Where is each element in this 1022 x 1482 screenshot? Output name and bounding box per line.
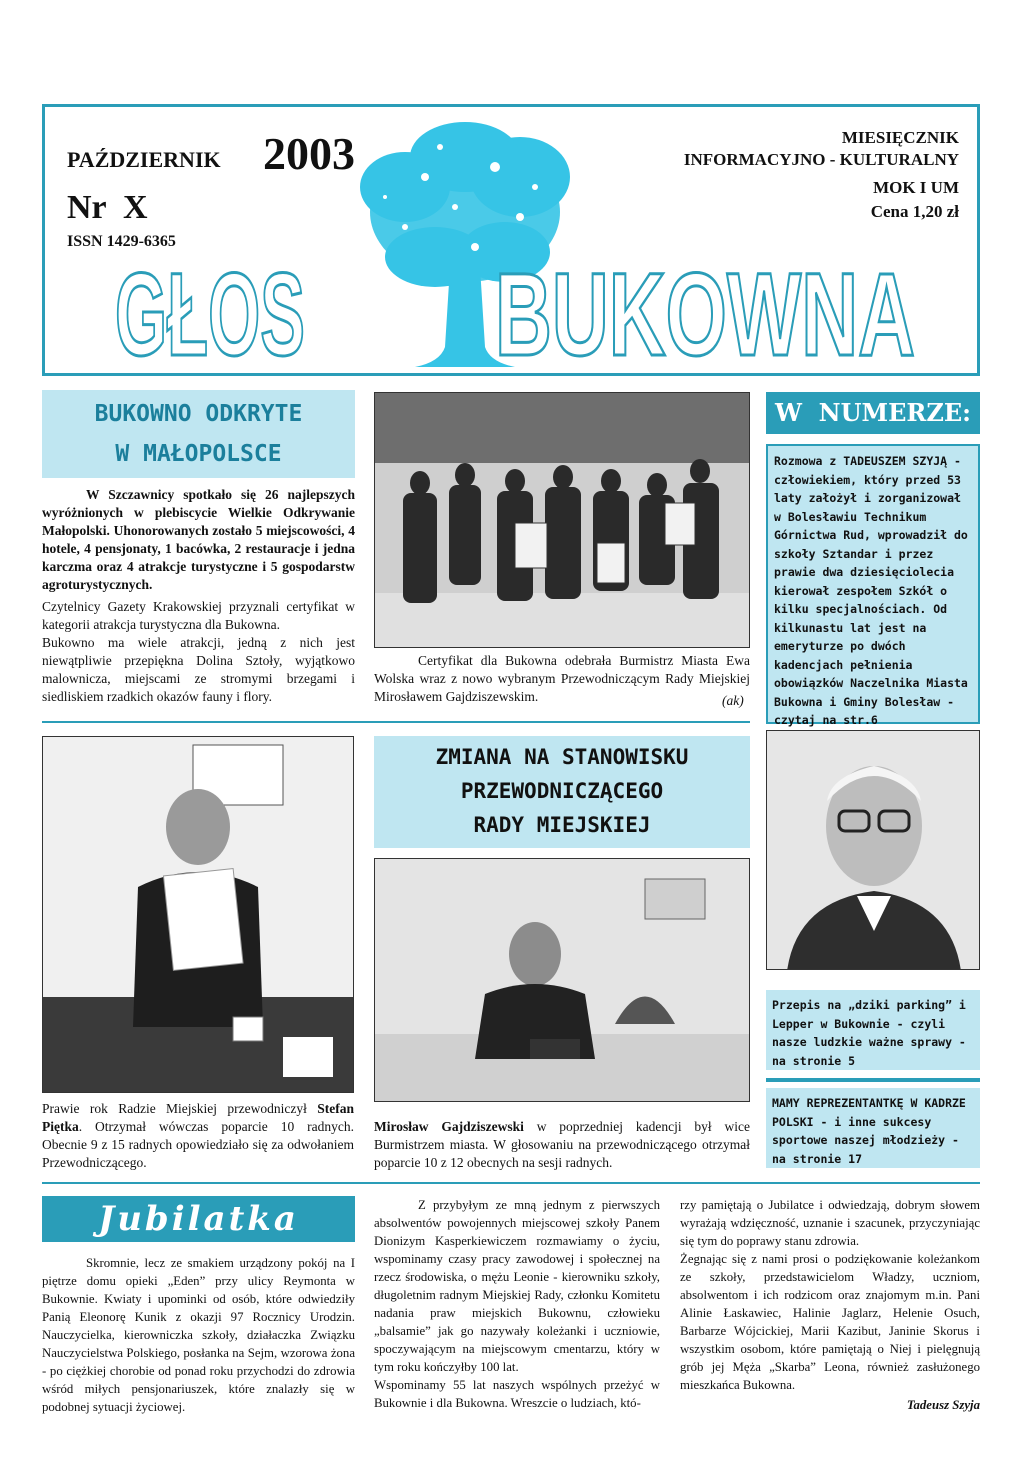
article1-signature: (ak) (722, 693, 744, 708)
gajdziszewski-caption (374, 1118, 750, 1172)
jubilatka-title: Jubilatka (98, 1199, 299, 1239)
jubilatka-text: rzy pamiętają o Jubilatce i odwiedzają, dobrym słowem wyrażają wdzięczność, uznanie i szacunek, przyczyniając się tym do poprawy stanu zdrowia. (680, 1198, 980, 1248)
jubilatka-text: Z przybyłym ze mną jednym z pierwszych absolwentów powojennych miejscowej szkoły Panem Dionizym Kasperkiewiczem rozmawiamy o życiu, wspominamy czasy pracy zawodowej i społecznej na rzecz środowiska, o mężu Leonie - kierowniku szkoły, długoletnim radnym Miejskiej Rady, członku Komitetu nadania praw miejskich Bukownu, człowieku „balsamie” jak go nazywały koleżanki i uczniowie, spoczywającym na miejscowym cmentarzu, który w tym roku kończyłby 100 lat. (374, 1198, 660, 1374)
jubilatka-col2 (374, 1196, 660, 1412)
sidebar-divider (766, 1078, 980, 1082)
publication-type-line1: MIESIĘCZNIK (841, 128, 959, 147)
jubilatka-text: Żegnając się z nami prosi o podziękowanie koleżankom ze szkoły, przedstawicielom Władzy, uczniom, absolwentom i ich rodzicom oraz znajomym m.in. Pani Alinie Łaskawiec, Halinie Jaglarz, Helenie Osuch, Barbarze Wójcickiej, Marii Kazibut, Janinie Skorus i wszystkim osobom, które pamiętają o Niej i pielęgnują grób jej Męża „Skarba” Leona, również zasłużonego mieszkańca Bukowna. (680, 1252, 980, 1392)
masthead-info (684, 127, 959, 223)
sidebar-item-parking[interactable] (766, 990, 980, 1070)
article1-headline (42, 390, 355, 478)
headline-line: ZMIANA NA STANOWISKU (435, 745, 689, 769)
sidebar-item-text: MAMY REPREZENTANTKĘ W KADRZE POLSKI - i inne sukcesy sportowe naszej młodzieży - na stronie 17 (772, 1096, 966, 1166)
caption-text: . Otrzymał wówczas poparcie 10 radnych. Obecnie 9 z 15 radnych opowiedziało się za odwołaniem Przewodniczącego. (42, 1119, 354, 1170)
issn: ISSN 1429-6365 (67, 233, 176, 250)
jubilatka-text: Wspominamy 55 lat naszych wspólnych przeżyć w Bukownie i dla Bukowna. Wreszcie o ludziach, któ- (374, 1378, 660, 1410)
portrait-photo (766, 730, 980, 970)
caption-text: Certyfikat dla Bukowna odebrała Burmistrz Miasta Ewa Wolska wraz z nowo wybranym Przewodniczącym Rady Miejskiej Mirosławem Gajdziszewskim. (374, 653, 750, 704)
gajdziszewski-image (375, 859, 750, 1102)
group-photo-image (375, 393, 750, 648)
title-right: BUKOWNA (495, 255, 915, 367)
issue-month: PAŹDZIERNIK (67, 147, 221, 172)
caption-text: w poprzedniej kadencji był wice Burmistrzem miasta. W głosowaniu na przewodniczącego otrzymał poparcie 10 z 12 obecnych na sesji radnych. (374, 1119, 750, 1170)
section-divider (42, 1182, 980, 1184)
headline-line: BUKOWNO ODKRYTE (94, 401, 303, 427)
issue-number: Nr X (67, 189, 148, 226)
sidebar-item-sport[interactable] (766, 1088, 980, 1168)
certificate-photo (374, 392, 750, 648)
sidebar-item-text: Rozmowa z TADEUSZEM SZYJĄ - człowiekiem, który przed 53 laty założył i zorganizował w Bolesławiu Technikum Górnictwa Rud, wprowadził do szkoły Sztandar i przez prawie dwa dziesięciolecia kierował zespołem Szkół o kilku specjalnościach. Od kilkunastu lat jest na emeryturze po dwóch kadencjach pełnienia obowiązków Naczelnika Miasta Bukowna i Gminy Bolesław - czytaj na str.6 (774, 454, 968, 727)
sidebar-item-text: Przepis na „dziki parking” i Lepper w Bukownie - czyli nasze ludzkie ważne sprawy - na stronie 5 (772, 998, 966, 1068)
sidebar-title-text: W NUMERZE: (774, 398, 971, 427)
caption-name: Mirosław Gajdziszewski (374, 1119, 524, 1134)
caption-text: Prawie rok Radzie Miejskiej przewodniczył (42, 1101, 318, 1116)
pietka-caption (42, 1100, 354, 1172)
gajdziszewski-photo (374, 858, 750, 1102)
caption-name: Stefan Piętka (42, 1101, 354, 1134)
headline-line: W MAŁOPOLSCE (115, 441, 282, 467)
masthead (42, 104, 980, 376)
jubilatka-col1 (42, 1254, 355, 1416)
headline-line: PRZEWODNICZĄCEGO (460, 779, 664, 803)
jubilatka-author: Tadeusz Szyja (906, 1398, 980, 1412)
article2-headline (374, 736, 750, 848)
sidebar-item-interview[interactable] (766, 444, 980, 727)
jubilatka-text: Skromnie, lecz ze smakiem urządzony pokój na I piętrze domu opieki „Eden” przy ulicy Reymonta w Bukownie. Kwiaty i upominki od osób, które odwiedziły Panią Eleonorę Kunik z okazji 97 Rocznicy Urodzin. Nauczycielka, kierowniczka szkoły, działaczka Związku Nauczycielstwa Polskiego, posłanka na Sejm, wzorowa żona - po ciężkiej chorobie od ponad roku przychodzi do zdrowia wśród miłych pensjonariuszek, które znalazły się w podobnej sytuacji życiowej. (42, 1256, 355, 1414)
article1-para: Bukowno ma wiele atrakcji, jedną z nich jest niewątpliwie przepiękna Dolina Sztoły, wyjątkowo malownicza, miejscami ze stromymi brzegami i siedliskiem rzadkich okazów fauny i flory. (42, 635, 355, 704)
sidebar-title (766, 392, 980, 434)
section-divider (42, 721, 750, 723)
publisher: MOK I UM (873, 178, 959, 197)
headline-line: RADY MIEJSKIEJ (473, 813, 651, 837)
portrait-image (767, 731, 980, 970)
article1-body (42, 486, 355, 706)
price: Cena 1,20 zł (870, 202, 959, 221)
publication-type-line2: INFORMACYJNO - KULTURALNY (683, 150, 959, 169)
article1-para: Czytelnicy Gazety Krakowskiej przyznali certyfikat w kategorii atrakcja turystyczna dla Bukowna. (42, 599, 355, 632)
issue-year: 2003 (263, 128, 355, 179)
article1-lead: W Szczawnicy spotkało się 26 najlepszych wyróżnionych w plebiscycie Wielkie Odkrywanie Małopolski. Uhonorowanych zostało 5 miejscowości, 4 hotele, 4 pensjonaty, 1 bacówka, 2 restauracje i jedna karczma oraz 4 atrakcje turystyczne i 5 gospodarstw agroturystycznych. (42, 487, 355, 592)
pietka-image (43, 737, 354, 1093)
jubilatka-col3 (680, 1196, 980, 1414)
title-left: GŁOS (115, 255, 305, 367)
stefan-pietka-photo (42, 736, 354, 1093)
newspaper-title (95, 255, 933, 367)
jubilatka-title-box (42, 1196, 355, 1242)
certificate-photo-caption (374, 652, 750, 706)
